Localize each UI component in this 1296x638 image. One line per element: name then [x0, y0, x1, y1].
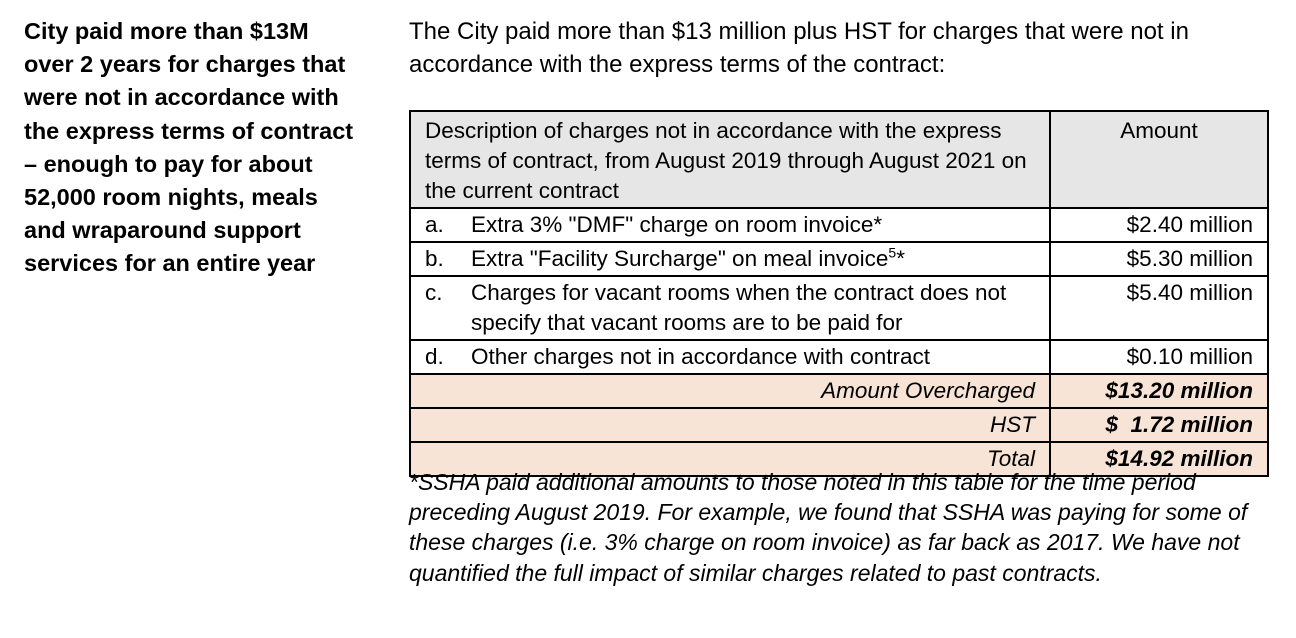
row-amount: $0.10 million — [1050, 340, 1268, 374]
summary-row-amount-overcharged — [410, 374, 1268, 408]
amount-column-header: Amount — [1050, 111, 1268, 208]
row-description-wrapper — [471, 244, 1035, 274]
summary-label: Amount Overcharged — [410, 374, 1050, 408]
row-letter: a. — [425, 212, 444, 237]
row-description-suffix: * — [896, 246, 905, 271]
intro-paragraph: The City paid more than $13 million plus HST for charges that were not in accordance with the express terms of the contract: — [409, 18, 1189, 78]
summary-amount: $13.20 million — [1050, 374, 1268, 408]
row-amount: $2.40 million — [1050, 208, 1268, 242]
row-description-cell — [410, 242, 1050, 276]
table-footnote: *SSHA paid additional amounts to those noted in this table for the time period preceding August 2019. For example, we found that SSHA was paying for some of these charges (i.e. 3% charge on room invoice) as far back as 2017. We have not quantified the full impact of similar charges related to past contracts. — [409, 469, 1248, 586]
summary-amount: $14.92 million — [1050, 442, 1268, 476]
charges-table-container — [409, 110, 1267, 477]
row-description-cell — [410, 208, 1050, 242]
charges-table — [409, 110, 1269, 477]
row-description: Extra 3% "DMF" charge on room invoice* — [471, 212, 883, 237]
row-letter: c. — [425, 280, 443, 305]
summary-label: HST — [410, 408, 1050, 442]
summary-amount: $ 1.72 million — [1050, 408, 1268, 442]
footnote-reference: 5 — [888, 244, 897, 261]
table-row — [410, 242, 1268, 276]
table-row — [410, 340, 1268, 374]
summary-row-hst — [410, 408, 1268, 442]
table-header-row — [410, 111, 1268, 208]
description-column-header: Description of charges not in accordance with the express terms of contract, from August 2019 through August 2021 on the current contract — [410, 111, 1050, 208]
summary-label: Total — [410, 442, 1050, 476]
row-description: Charges for vacant rooms when the contract does not specify that vacant rooms are to be paid for — [471, 280, 1007, 335]
row-letter: b. — [425, 246, 444, 271]
table-row — [410, 276, 1268, 340]
row-description: Other charges not in accordance with contract — [471, 344, 930, 369]
table-row — [410, 208, 1268, 242]
row-letter: d. — [425, 344, 444, 369]
sidebar-callout: City paid more than $13M over 2 years for charges that were not in accordance with the express terms of contract – enough to pay for about 52,000 room nights, meals and wraparound support services for an entire year — [24, 18, 354, 277]
row-description-cell — [410, 340, 1050, 374]
row-description-cell — [410, 276, 1050, 340]
row-amount: $5.40 million — [1050, 276, 1268, 340]
row-amount: $5.30 million — [1050, 242, 1268, 276]
row-description: Extra "Facility Surcharge" on meal invoice — [471, 246, 889, 271]
